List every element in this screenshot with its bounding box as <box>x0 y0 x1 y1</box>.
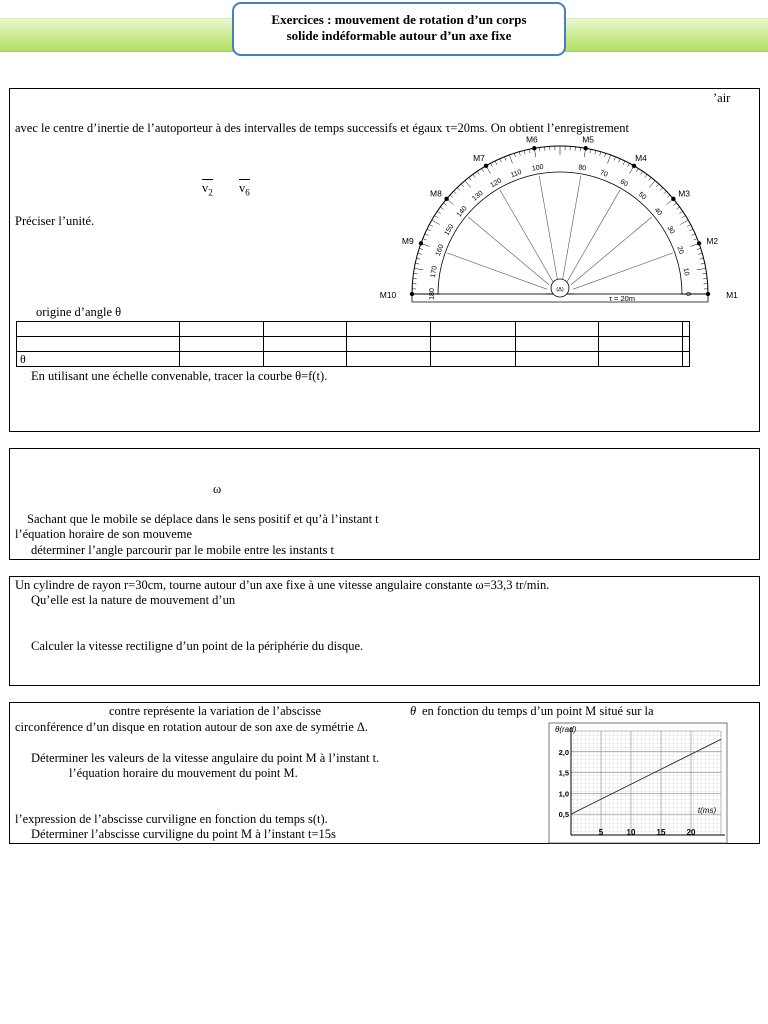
protractor-tau-label: τ = 20m <box>608 294 636 303</box>
ex1-preciser-text: Préciser l’unité. <box>15 214 95 228</box>
protractor-tick <box>500 159 502 163</box>
protractor-tick <box>414 268 423 270</box>
protractor-angle-label: 120 <box>489 177 503 190</box>
ex4-circonference-text: circonférence d’un disque en rotation autour de son axe de symétrie Δ. <box>15 720 369 734</box>
protractor-tick <box>434 216 437 218</box>
protractor-tick <box>608 155 611 163</box>
protractor-angle-label: 10 <box>681 267 690 277</box>
protractor-tick <box>454 191 457 194</box>
protractor-tick <box>413 273 417 274</box>
protractor-point-label: M6 <box>525 134 538 145</box>
protractor-tick <box>437 211 440 213</box>
protractor-tick <box>676 207 679 209</box>
title-line-1: Exercices : mouvement de rotation d’un corps <box>271 12 527 27</box>
protractor-tick <box>429 225 433 227</box>
protractor-tick <box>416 258 420 259</box>
ex3-vitesse-text: Calculer la vitesse rectiligne d’un point de la périphérie du disque. <box>31 639 364 653</box>
protractor-tick <box>687 225 691 227</box>
ex4-fonction-text: en fonction du temps d’un point M situé sur la <box>422 704 654 718</box>
protractor-angle-label: 170 <box>429 265 439 279</box>
protractor-tick <box>590 149 591 153</box>
protractor-point-label: M3 <box>678 188 691 199</box>
protractor-radius <box>567 190 620 282</box>
protractor-tick <box>529 149 530 153</box>
protractor-point <box>532 146 536 150</box>
protractor-tick <box>432 220 440 225</box>
protractor-point-label: M9 <box>401 235 414 246</box>
protractor-angle-label: 70 <box>598 169 609 179</box>
protractor-tick <box>477 171 479 174</box>
protractor-tick <box>664 191 667 194</box>
protractor-radius <box>447 253 547 289</box>
protractor-point <box>583 146 587 150</box>
protractor-tick <box>465 181 471 188</box>
protractor-angle-label: 50 <box>636 191 648 202</box>
chart-y-axis-label: θ(rad) <box>555 725 577 734</box>
measurement-table <box>16 321 690 367</box>
protractor-tick <box>469 177 471 180</box>
protractor-tick <box>701 263 705 264</box>
exercise-3-box <box>9 576 760 686</box>
exercise-4-box <box>9 702 760 844</box>
protractor-tick <box>457 188 460 191</box>
chart-y-tick-label: 1,5 <box>558 768 569 778</box>
protractor-center-label: (Δ) <box>556 287 564 293</box>
protractor-angle-label: 160 <box>434 243 446 258</box>
protractor-tick <box>641 171 643 174</box>
exercise-1-box <box>9 88 760 432</box>
protractor-angle-label: 180 <box>428 288 436 300</box>
protractor-tick <box>614 157 615 161</box>
protractor-tick <box>689 229 693 231</box>
ex4-equation-text: l’équation horaire du mouvement du point M. <box>69 766 298 780</box>
protractor-point <box>410 292 414 296</box>
protractor-tick <box>619 159 621 163</box>
protractor-tick <box>667 195 670 198</box>
vector-v6-letter: v <box>239 181 246 195</box>
protractor-tick <box>580 147 581 151</box>
protractor-tick <box>415 263 419 264</box>
protractor-tick <box>425 234 429 236</box>
ex1-origine-text: origine d’angle θ <box>36 305 122 319</box>
ex2-sachant-text: Sachant que le mobile se déplace dans le sens positif et qu’à l’instant t <box>27 512 379 526</box>
protractor-tick <box>697 248 701 249</box>
protractor-tick <box>697 268 706 270</box>
ex1-air-text: ’air <box>713 91 731 105</box>
ex4-determiner-text: Déterminer les valeurs de la vitesse angulaire du point M à l’instant t. <box>31 751 380 765</box>
vector-v6 <box>239 179 250 198</box>
protractor-angle-label: 0 <box>684 292 692 296</box>
protractor-radius <box>500 190 553 282</box>
protractor-tick <box>491 163 493 167</box>
chart-y-tick-label: 1,0 <box>558 789 569 799</box>
protractor-radius <box>571 217 652 285</box>
protractor-tick <box>519 152 520 156</box>
chart-y-tick-label: 0,5 <box>558 810 569 820</box>
protractor-figure <box>379 134 738 306</box>
vector-v2-sub: 2 <box>208 187 213 198</box>
table-row <box>17 337 690 352</box>
protractor-tick <box>703 273 707 274</box>
protractor-tick <box>692 234 696 236</box>
protractor-tick <box>427 229 431 231</box>
protractor-angle-label: 40 <box>652 206 663 218</box>
protractor-tick <box>450 195 453 198</box>
protractor-angle-label: 130 <box>471 189 485 203</box>
ex4-expression-text: l’expression de l’abscisse curviligne en fonction du temps s(t). <box>15 812 328 826</box>
protractor-radius <box>562 176 580 280</box>
protractor-tick <box>443 203 446 205</box>
protractor-tick <box>509 155 512 163</box>
ex3-nature-text: Qu’elle est la nature de mouvement d’un <box>31 593 236 607</box>
protractor-angle-label: 80 <box>577 164 587 173</box>
protractor-tick <box>679 211 682 213</box>
protractor-tick <box>461 184 464 187</box>
protractor-point <box>697 241 701 245</box>
exercise-2-box <box>9 448 760 560</box>
protractor-tick <box>623 161 625 165</box>
protractor-tick <box>595 150 596 154</box>
protractor-radius <box>468 217 549 285</box>
protractor-tick <box>524 150 525 154</box>
protractor-tick <box>418 253 422 254</box>
protractor-point-label: M5 <box>582 134 595 145</box>
protractor-tick <box>682 216 685 218</box>
protractor-tick <box>680 220 688 225</box>
protractor-tick <box>419 248 423 249</box>
table-theta-label: θ <box>17 352 180 367</box>
protractor-point <box>671 197 675 201</box>
protractor-angle-label: 60 <box>618 178 629 189</box>
protractor-radius <box>539 176 557 280</box>
chart-x-tick-label: 5 <box>598 828 604 837</box>
protractor-tick <box>628 163 630 167</box>
page-title <box>232 2 566 56</box>
protractor-tick <box>645 174 647 177</box>
protractor-tick <box>636 168 638 171</box>
vector-v2-letter: v <box>202 181 209 195</box>
protractor-point-label: M7 <box>473 153 485 164</box>
title-line-2: solide indéformable autour d’un axe fixe <box>286 28 512 43</box>
protractor-tick <box>604 153 605 157</box>
ex2-equation-text: l’équation horaire de son mouveme <box>15 527 193 541</box>
chart-x-tick-label: 20 <box>686 828 696 837</box>
protractor-radius <box>573 253 673 289</box>
theta-time-chart <box>549 723 727 843</box>
protractor-point-label: M4 <box>635 153 647 164</box>
ex1-tracer-text: En utilisant une échelle convenable, tracer la courbe θ=f(t). <box>31 369 328 383</box>
chart-x-tick-label: 10 <box>626 828 636 837</box>
chart-x-tick-label: 15 <box>656 828 666 837</box>
protractor-tick <box>700 258 704 259</box>
ex3-cylindre-text: Un cylindre de rayon r=30cm, tourne autour d’un axe fixe à une vitesse angulaire constante ω=33,3 tr/min. <box>15 578 550 592</box>
protractor-tick <box>660 188 663 191</box>
protractor-tick <box>423 239 427 240</box>
protractor-tick <box>694 239 698 240</box>
protractor-angle-label: 140 <box>455 205 469 219</box>
protractor-tick <box>673 203 676 205</box>
protractor-tick <box>482 168 484 171</box>
protractor-point-label: M10 <box>379 290 397 300</box>
ex2-omega: ω <box>213 482 222 496</box>
ex4-theta-symbol: θ <box>410 704 417 718</box>
protractor-tick <box>440 207 443 209</box>
vector-v6-sub: 6 <box>245 187 250 198</box>
protractor-tick <box>473 174 475 177</box>
protractor-tick <box>649 177 651 180</box>
protractor-point-label: M1 <box>726 290 738 300</box>
protractor-angle-label: 100 <box>531 163 545 173</box>
ex1-inertie-text: avec le centre d’inertie de l’autoporteur à des intervalles de temps successifs et égaux τ=20ms. On obtient l’enregistrement <box>15 121 629 135</box>
protractor-tick <box>539 147 540 151</box>
ex4-abscisse-text: Déterminer l’abscisse curviligne du point M à l’instant t=15s <box>31 827 336 841</box>
vector-v2 <box>202 179 213 198</box>
protractor-angle-label: 110 <box>509 168 523 180</box>
protractor-point <box>706 292 710 296</box>
protractor-point <box>419 241 423 245</box>
protractor-point <box>484 164 488 168</box>
protractor-point <box>444 197 448 201</box>
table-row <box>17 322 690 337</box>
protractor-tick <box>600 152 601 156</box>
protractor-tick <box>495 161 497 165</box>
chart-y-tick-label: 2,0 <box>558 747 569 757</box>
protractor-point <box>632 164 636 168</box>
chart-x-axis-label: t(ms) <box>697 806 717 815</box>
protractor-angle-label: 20 <box>675 245 685 256</box>
ex4-contre-text: contre représente la variation de l’abscisse <box>109 704 322 718</box>
protractor-outer-arc <box>412 146 708 294</box>
protractor-angle-label: 150 <box>443 223 456 237</box>
protractor-point-label: M2 <box>706 235 719 246</box>
protractor-tick <box>649 181 655 188</box>
ex2-angle-text: déterminer l’angle parcourir par le mobile entre les instants t <box>31 543 335 557</box>
protractor-point-label: M8 <box>429 188 442 199</box>
table-row <box>17 352 690 367</box>
protractor-tick <box>656 184 659 187</box>
protractor-angle-label: 30 <box>665 225 676 236</box>
protractor-tick <box>698 253 702 254</box>
protractor-tick <box>505 157 506 161</box>
protractor-tick <box>514 153 515 157</box>
